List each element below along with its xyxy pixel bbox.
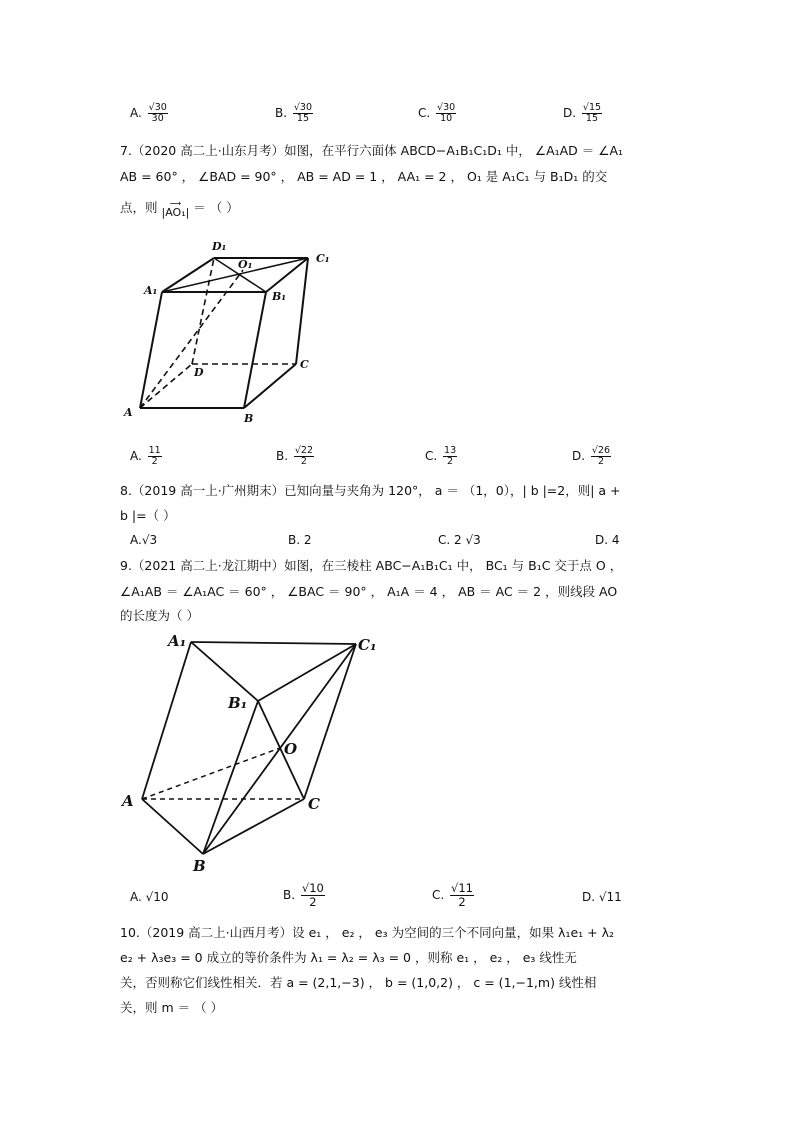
label-a: A: [122, 792, 134, 810]
label-b1: B₁: [228, 694, 248, 712]
numerator: √30: [437, 102, 456, 113]
label-b: B: [193, 857, 206, 875]
q8-option-b[interactable]: B. 2: [288, 533, 312, 547]
edge-aa1: [142, 642, 191, 799]
numerator: √30: [148, 102, 167, 113]
denominator: 2: [309, 895, 317, 909]
label-d: D: [194, 366, 204, 379]
q10-line-4: 关，则 m ＝ （ ）: [120, 1000, 224, 1015]
denominator: 2: [300, 456, 307, 467]
denominator: 2: [458, 895, 466, 909]
label-d1: D₁: [212, 240, 227, 253]
label-c: C: [308, 795, 320, 813]
q8-option-d[interactable]: D. 4: [595, 533, 620, 547]
edge-a1c1: [191, 642, 356, 644]
edge-aa1: [140, 292, 162, 408]
edge-a1d1: [162, 258, 214, 292]
q7-option-d[interactable]: D. $\frac{√26}{2}$: [572, 445, 611, 467]
q9-option-d[interactable]: D. √11: [582, 890, 622, 904]
q8-option-a[interactable]: A.√3: [130, 533, 158, 547]
triangular-prism-figure: [118, 626, 390, 876]
numerator: √30: [293, 102, 313, 113]
label-a1: A₁: [144, 284, 158, 297]
diagonal-bc1: [203, 644, 356, 854]
edge-b1c1: [258, 644, 356, 701]
denominator: 2: [597, 456, 604, 467]
q8-line-1: 8.（2019 高一上·广州期末）已知向量与夹角为 120°， a ＝ （1，0），| b |=2，则| a +: [120, 483, 621, 498]
denominator: 2: [447, 456, 454, 467]
q7-option-c[interactable]: C. $\frac{13}{2}$: [425, 445, 457, 467]
label-a1: A₁: [168, 632, 187, 650]
denominator: 10: [440, 113, 453, 124]
edge-bc: [203, 799, 304, 854]
numerator: √22: [294, 445, 314, 456]
q7-line-2: AB = 60° ， ∠BAD = 90° ， AB = AD = 1 ， AA₁ = 2 ， O₁ 是 A₁C₁ 与 B₁D₁ 的交: [120, 169, 608, 184]
q8-option-a-value: √3: [141, 533, 158, 547]
q7-option-a[interactable]: A. $\frac{11}{2}$: [130, 445, 161, 467]
q9-option-a[interactable]: A. √10: [130, 890, 169, 904]
edge-a1b1: [191, 642, 258, 701]
label-o1: O₁: [238, 258, 253, 271]
numerator: √11: [451, 881, 473, 895]
q8-option-b-value: 2: [303, 533, 312, 547]
numerator: √26: [591, 445, 611, 456]
label-c: C: [300, 358, 309, 371]
edge-bb1: [244, 292, 266, 408]
edge-ab: [142, 799, 203, 854]
numerator: √15: [582, 102, 602, 113]
q9-option-a-value: √10: [145, 890, 169, 904]
q6-option-b[interactable]: B. $\frac{√30}{15}$: [275, 102, 313, 124]
q8-option-c-value: 2 √3: [454, 533, 481, 547]
label-b1: B₁: [272, 290, 287, 303]
q8-option-c[interactable]: C. 2 √3: [438, 533, 481, 547]
parallelepiped-figure: [118, 236, 328, 428]
vector-ao1: ⟶ |AO₁|: [161, 198, 190, 219]
denominator: 2: [151, 456, 158, 467]
q7-option-b[interactable]: B. $\frac{√22}{2}$: [276, 445, 314, 467]
denominator: 30: [151, 113, 164, 124]
q9-option-b[interactable]: B. $\frac{√10}{2}$: [283, 881, 324, 909]
denominator: 15: [296, 113, 309, 124]
q7-line-3: 点，则 ⟶ |AO₁| ＝ （ ）: [120, 198, 239, 219]
label-o: O: [284, 740, 298, 758]
segment-ao-hidden: [142, 748, 280, 799]
edge-bb1: [203, 701, 258, 854]
q9-line-1: 9.（2021 高二上·龙江期中）如图，在三棱柱 ABC−A₁B₁C₁ 中， BC₁ 与 B₁C 交于点 O ，: [120, 558, 623, 573]
diagonal-b1c: [258, 701, 304, 799]
q8-line-2: b |=（ ）: [120, 508, 176, 523]
edge-dd1-hidden: [192, 258, 214, 364]
q9-option-d-value: √11: [598, 890, 622, 904]
numerator: 11: [148, 445, 161, 456]
numerator: √10: [301, 881, 324, 895]
q8-option-d-value: 4: [611, 533, 620, 547]
q9-option-c[interactable]: C. $\frac{√11}{2}$: [432, 881, 473, 909]
edge-cc1: [296, 258, 308, 364]
edge-cc1: [304, 644, 356, 799]
q10-line-2: e₂ + λ₃e₃ = 0 成立的等价条件为 λ₁ = λ₂ = λ₃ = 0 ，则称 e₁ ， e₂ ， e₃ 线性无: [120, 950, 577, 965]
q6-option-c[interactable]: C. $\frac{√30}{10}$: [418, 102, 456, 124]
label-b: B: [244, 412, 254, 425]
denominator: 15: [585, 113, 599, 124]
label-a: A: [124, 406, 133, 419]
q6-option-d[interactable]: D. $\frac{√15}{15}$: [563, 102, 602, 124]
q7-line-1: 7.（2020 高二上·山东月考）如图，在平行六面体 ABCD−A₁B₁C₁D₁ 中， ∠A₁AD ＝ ∠A₁: [120, 143, 624, 158]
q10-line-3: 关，否则称它们线性相关．若 a = (2,1,−3) ， b = (1,0,2) ， c = (1,−1,m) 线性相: [120, 975, 597, 990]
q9-line-2: ∠A₁AB ＝ ∠A₁AC ＝ 60° ， ∠BAC ＝ 90° ， A₁A ＝ 4 ， AB ＝ AC ＝ 2 ，则线段 AO: [120, 584, 618, 599]
label-c1: C₁: [358, 636, 377, 654]
q10-line-1: 10.（2019 高二上·山西月考）设 e₁ ， e₂ ， e₃ 为空间的三个不同向量，如果 λ₁e₁ + λ₂: [120, 925, 614, 940]
q9-line-3: 的长度为（ ）: [120, 608, 199, 623]
q6-option-a[interactable]: A. $\frac{√30}{30}$: [130, 102, 167, 124]
numerator: 13: [444, 445, 457, 456]
label-c1: C₁: [316, 252, 330, 265]
